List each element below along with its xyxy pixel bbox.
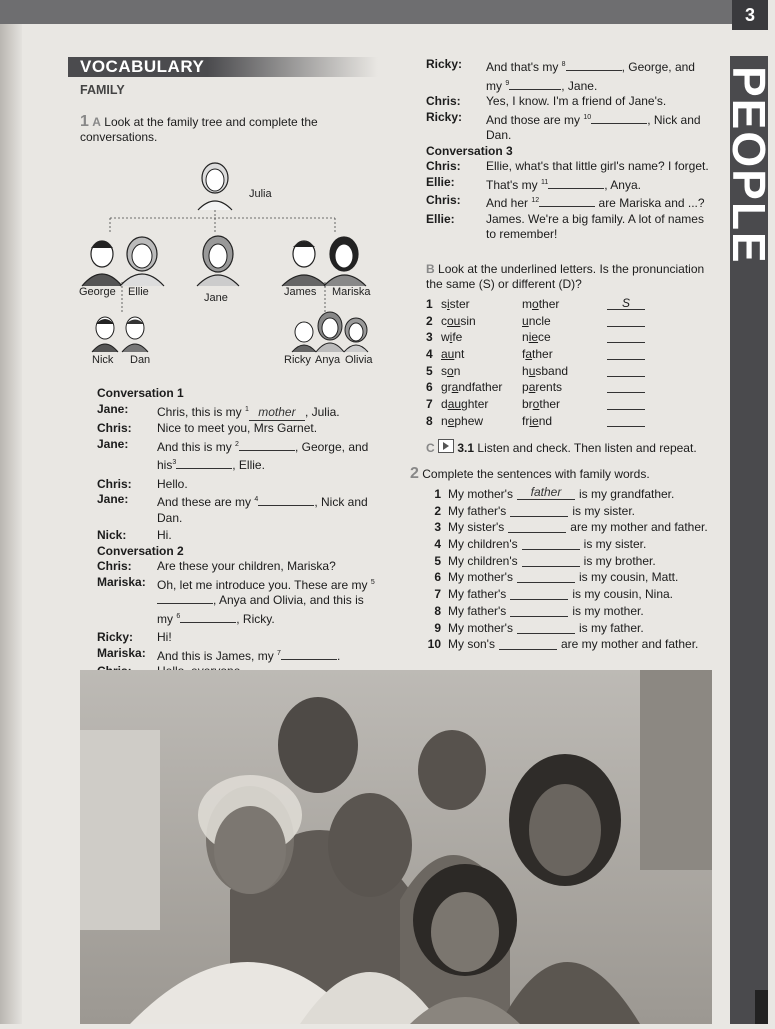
word-1: son — [441, 363, 461, 378]
pronunciation-row — [426, 313, 645, 330]
dialogue-line: Chris: And her $^{12}$ are Mariska and ...? — [426, 193, 705, 210]
dialogue-line: Chris: Are these your children, Mariska? — [97, 559, 336, 573]
sentence-row — [420, 536, 708, 553]
dialogue-line: Jane: And this is my $^2$ , George, and his$^3$ , Ellie. — [97, 436, 369, 472]
answer-blank[interactable] — [239, 450, 295, 451]
underlined-letters: o — [532, 297, 539, 311]
item-number: 1 — [426, 297, 433, 311]
exercise-letter: A — [92, 115, 101, 129]
pronunciation-row — [426, 329, 645, 346]
underlined-letters: u — [522, 313, 529, 328]
item-number: 6 — [426, 380, 433, 395]
dialogue-line: Chris: Hello. — [97, 476, 188, 491]
pronunciation-row — [426, 396, 645, 413]
dialogue-line: Ricky: Hi! — [97, 630, 172, 644]
exercise-1c-instruction — [426, 439, 726, 456]
sentence-end: are my mother and father. — [570, 520, 708, 535]
label-ricky: Ricky — [284, 354, 311, 366]
item-number: 8 — [426, 413, 433, 428]
instruction-text: Complete the sentences with family words. — [422, 467, 650, 481]
dialogue-line: Chris: Yes, I know. I'm a friend of Jane's. — [426, 94, 667, 108]
sentence-end: is my cousin, Matt. — [578, 570, 679, 585]
sentence-end: is my sister. — [583, 537, 647, 552]
word-1: aunt — [441, 347, 465, 362]
sentence-end: is my grandfather. — [578, 487, 675, 501]
speaker: Jane: — [97, 401, 129, 416]
answer-blank[interactable] — [522, 553, 580, 567]
section-title: VOCABULARY — [80, 57, 205, 76]
exercise-number: 1 — [80, 113, 89, 130]
answer-blank[interactable] — [607, 313, 645, 327]
dialogue-line: Ricky: And that's my $^8$ , George, and my $^9$ , Jane. — [426, 57, 695, 93]
dialogue-line: Jane: And these are my $^4$ , Nick and Dan. — [97, 492, 368, 525]
answer-blank[interactable] — [539, 206, 595, 207]
exercise-1b-instruction — [426, 262, 716, 292]
answer-blank[interactable] — [510, 586, 568, 600]
answer-blank[interactable] — [548, 188, 604, 189]
george-ellie-portrait-icon — [80, 232, 170, 286]
word-2: parents — [522, 380, 563, 395]
conversation-heading: Conversation 3 — [426, 143, 513, 158]
dialogue-line: Nick: Hi. — [97, 528, 172, 542]
item-number: 3 — [426, 330, 433, 345]
answer-blank[interactable] — [176, 468, 232, 469]
label-anya: Anya — [315, 354, 341, 366]
label-jane: Jane — [204, 292, 228, 304]
sentence-end: is my brother. — [583, 553, 656, 568]
underlined-letters: ie — [529, 413, 539, 428]
dialogue-line: Ricky: And those are my $^{10}$ , Nick and Dan. — [426, 109, 701, 142]
james-mariska-portrait-icon — [280, 232, 370, 286]
family-tree — [75, 152, 385, 377]
sentence-end: is my mother. — [572, 603, 644, 618]
dialogue-line: Chris: Nice to meet you, Mrs Garnet. — [97, 421, 318, 435]
word-1: grandfather — [441, 380, 503, 395]
underlined-letters: i — [449, 330, 453, 345]
audio-track-number: 3.1 — [457, 441, 475, 455]
conversation-2-continued — [426, 57, 714, 243]
word-1: cousin — [441, 313, 476, 328]
answer-blank[interactable] — [510, 503, 568, 517]
sentence-end: is my cousin, Nina. — [572, 587, 674, 602]
word-2: mother — [522, 297, 560, 311]
sentence-end: are my mother and father. — [560, 637, 699, 652]
item-number: 4 — [434, 537, 441, 552]
underlined-letters: ou — [447, 313, 461, 328]
exercise-letter: C — [426, 441, 435, 455]
word-2: father — [522, 347, 553, 362]
dialogue-line: Mariska: And this is James, my $^7$ . — [97, 645, 341, 663]
exercise-letter: B — [426, 262, 435, 276]
label-dan: Dan — [130, 354, 151, 366]
julia-portrait-icon — [190, 156, 240, 210]
unit-title: PEOPLE — [723, 66, 775, 265]
sentence-end: is my sister. — [572, 503, 635, 518]
unit-sidebar — [723, 56, 775, 1024]
underlined-letters: i — [447, 297, 450, 311]
answer-blank[interactable] — [566, 70, 622, 71]
sentence-start: My son's — [448, 637, 495, 652]
answer-blank[interactable] — [157, 603, 213, 604]
ricky-anya-olivia-portrait-icon — [290, 310, 370, 352]
underlined-letters: ie — [528, 330, 539, 345]
answer-blank[interactable] — [499, 636, 557, 650]
label-olivia: Olivia — [345, 354, 373, 366]
item-number: 7 — [426, 397, 433, 412]
underlined-letters: au — [441, 347, 455, 362]
item-number: 5 — [426, 363, 433, 378]
item-number: 5 — [434, 553, 441, 568]
word-1: sister — [441, 297, 470, 311]
item-number: 8 — [434, 603, 441, 618]
item-number: 10 — [427, 637, 441, 652]
sidebar-tab — [755, 990, 768, 1024]
answer-blank[interactable] — [258, 505, 314, 506]
sentence-row — [420, 620, 708, 637]
label-george: George — [79, 286, 116, 298]
answer-blank[interactable] — [607, 413, 645, 427]
item-number: 6 — [434, 570, 441, 585]
family-photo — [80, 670, 712, 1024]
dialogue-line: Ellie: James. We're a big family. A lot of names to remember! — [426, 211, 704, 241]
sentence-start: My mother's — [448, 620, 513, 635]
item-number: 4 — [426, 347, 433, 362]
sentence-row — [420, 486, 708, 503]
answer-blank[interactable] — [509, 89, 561, 90]
underlined-letters: a — [525, 347, 533, 362]
item-number: 2 — [434, 503, 441, 518]
answer-blank[interactable] — [522, 536, 580, 550]
sentence-start: My mother's — [448, 570, 513, 585]
answer-blank[interactable] — [281, 659, 337, 660]
pronunciation-table — [426, 296, 645, 430]
word-1: nephew — [441, 413, 484, 428]
item-number: 3 — [434, 520, 441, 535]
sentence-start: My children's — [448, 553, 518, 568]
label-julia: Julia — [249, 188, 272, 200]
sentence-row — [420, 519, 708, 536]
exercise-1a-instruction — [80, 114, 370, 145]
underlined-letters: e — [447, 413, 455, 428]
word-1: wife — [441, 330, 463, 345]
label-nick: Nick — [92, 354, 114, 366]
answer-example: mother — [249, 405, 305, 422]
answer-blank[interactable]: S — [607, 296, 645, 310]
underlined-letters: u — [528, 363, 536, 378]
item-number: 7 — [434, 587, 441, 602]
sentence-start: My children's — [448, 537, 518, 552]
sentence-row — [420, 569, 708, 586]
answer-blank[interactable] — [180, 622, 236, 623]
item-number: 2 — [426, 313, 433, 328]
exercise-2-instruction — [410, 466, 710, 482]
dialogue-line: Jane: Chris, this is my $^1$ mother , Julia. — [97, 402, 377, 422]
pronunciation-row — [426, 379, 645, 396]
answer-blank[interactable] — [510, 603, 568, 617]
sentence-start: My father's — [448, 587, 507, 602]
sentence-row — [420, 503, 708, 520]
nick-dan-portrait-icon — [90, 312, 152, 352]
pronunciation-row — [426, 346, 645, 363]
label-mariska: Mariska — [332, 286, 371, 298]
sentence-start: My sister's — [448, 520, 505, 535]
instruction-text: Listen and check. Then listen and repeat. — [477, 441, 697, 455]
pronunciation-row — [426, 413, 645, 430]
dialogue-line: Ellie: That's my $^{11}$ , Anya. — [426, 174, 641, 192]
pronunciation-row — [426, 296, 645, 313]
section-subtitle: FAMILY — [80, 83, 125, 97]
sentence-start: My father's — [448, 503, 507, 518]
sentence-start: My mother's — [448, 487, 513, 501]
instruction-text: Look at the family tree and complete the conversations. — [80, 115, 318, 144]
word-2: friend — [522, 413, 553, 428]
exercise-number: 2 — [410, 465, 419, 482]
label-james: James — [284, 286, 317, 298]
sentence-row — [420, 553, 708, 570]
underlined-letters: au — [447, 397, 462, 412]
answer-blank[interactable] — [607, 379, 645, 393]
conversation-heading: Conversation 1 — [97, 386, 184, 400]
underlined-letters: o — [447, 363, 454, 378]
dialogue-line: Chris: Ellie, what's that little girl's name? I forget. — [426, 159, 709, 173]
sentence-row — [420, 603, 708, 620]
jane-portrait-icon — [193, 232, 243, 286]
top-strip — [0, 0, 768, 24]
book-spine — [0, 24, 22, 1024]
answer-blank[interactable] — [517, 569, 575, 583]
audio-play-icon[interactable] — [438, 439, 454, 453]
dialogue-line: Mariska: Oh, let me introduce you. These are my $^5$, Anya and Olivia, and this is my $^6$ , Ricky. — [97, 574, 375, 626]
instruction-text: Look at the underlined letters. Is the pronunciation the same (S) or different (D)? — [426, 262, 705, 291]
family-photo-illustration — [80, 670, 712, 1024]
word-2: brother — [522, 397, 561, 412]
sentence-end: is my father. — [578, 620, 644, 635]
item-number: 1 — [434, 487, 441, 501]
answer-blank[interactable]: father — [517, 486, 575, 500]
sentence-list — [420, 486, 708, 653]
conversation-heading: Conversation 2 — [97, 543, 184, 558]
item-number: 9 — [434, 620, 441, 635]
pronunciation-row — [426, 363, 645, 380]
word-2: uncle — [522, 313, 551, 328]
answer-blank[interactable] — [607, 329, 645, 343]
sentence-row — [420, 586, 708, 603]
page-number: 3 — [732, 0, 768, 30]
answer-blank[interactable] — [591, 123, 647, 124]
answer-blank[interactable] — [517, 620, 575, 634]
word-1: daughter — [441, 397, 489, 412]
answer-blank[interactable] — [607, 396, 645, 410]
label-ellie: Ellie — [128, 286, 149, 298]
underlined-letters: a — [451, 380, 459, 395]
sentence-start: My father's — [448, 603, 507, 618]
underlined-letters: o — [532, 397, 540, 412]
conversation-1 — [97, 386, 377, 680]
answer-blank[interactable] — [508, 519, 566, 533]
word-2: niece — [522, 330, 551, 345]
answer-blank[interactable] — [607, 346, 645, 360]
sentence-row — [420, 636, 708, 653]
underlined-letters: a — [528, 380, 536, 395]
word-2: husband — [522, 363, 569, 378]
answer-blank[interactable] — [607, 363, 645, 377]
